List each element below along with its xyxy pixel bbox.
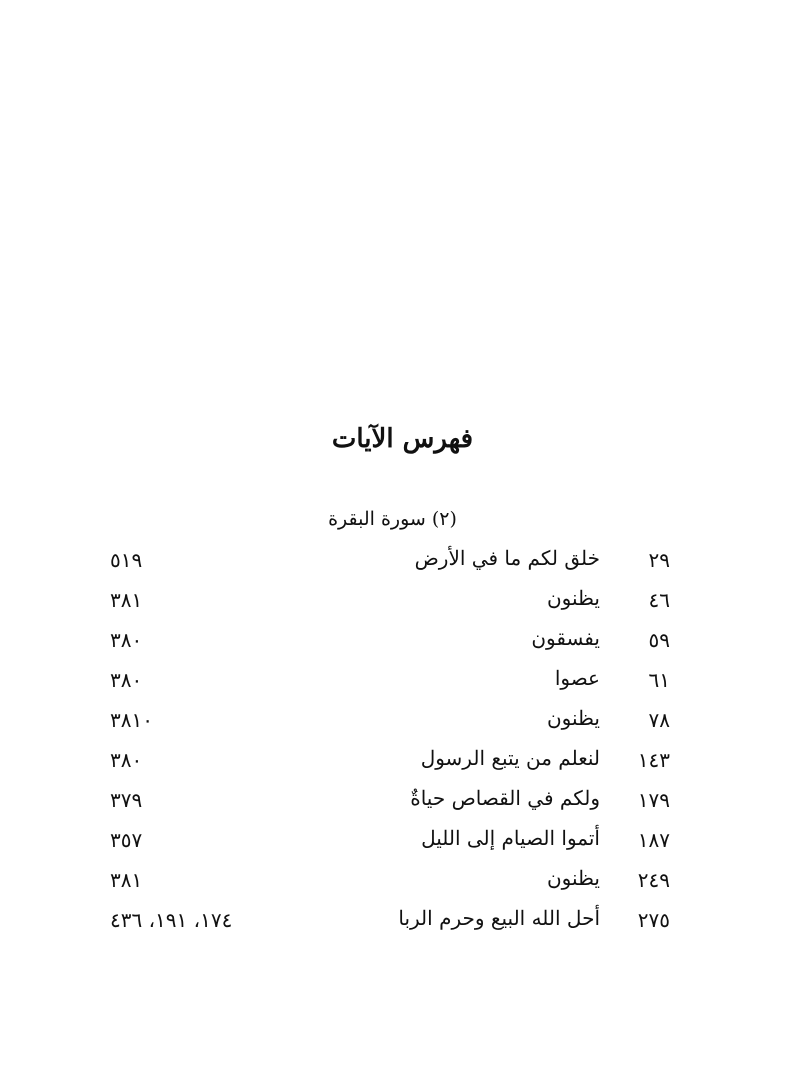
verse-number: ٢٧٥ <box>637 908 670 932</box>
verse-text: لنعلم من يتبع الرسول <box>420 746 600 770</box>
verse-text: يظنون <box>546 586 600 610</box>
index-row <box>100 620 670 660</box>
page-references: ٣٨١ <box>110 868 143 892</box>
page-references: ٣٨٠ <box>110 748 143 772</box>
verse-number: ٥٩ <box>648 628 670 652</box>
verse-number: ٧٨ <box>648 708 670 732</box>
page-references: ٣٨٠ <box>110 668 143 692</box>
verse-text: يظنون <box>546 706 600 730</box>
verse-number: ٢٩ <box>648 548 670 572</box>
page-references: ٣٨١ <box>110 588 143 612</box>
page-title: فهرس الآيات <box>331 424 474 454</box>
index-row <box>100 820 670 860</box>
verse-number: ١٧٩ <box>637 788 670 812</box>
index-row <box>100 700 670 740</box>
page-references: ٣٨١٠ <box>110 708 153 732</box>
index-row <box>100 900 670 940</box>
page-references: ٣٨٠ <box>110 628 143 652</box>
verse-text: عصوا <box>554 666 600 690</box>
index-row <box>100 580 670 620</box>
index-row <box>100 740 670 780</box>
page-references: ٥١٩ <box>110 548 143 572</box>
verse-number: ٢٤٩ <box>637 868 670 892</box>
verse-text: يظنون <box>546 866 600 890</box>
verse-text: يفسقون <box>531 626 600 650</box>
page-references: ٣٧٩ <box>110 788 143 812</box>
verse-text: أحل الله البيع وحرم الربا <box>398 906 600 930</box>
page-references: ١٧٤، ١٩١، ٤٣٦ <box>110 908 233 932</box>
surah-heading: (٢) سورة البقرة <box>328 508 457 530</box>
verse-number: ٤٦ <box>648 588 670 612</box>
verse-text: خلق لكم ما في الأرض <box>414 546 600 570</box>
index-row <box>100 540 670 580</box>
verse-number: ٦١ <box>648 668 670 692</box>
index-row <box>100 780 670 820</box>
index-row <box>100 860 670 900</box>
verse-text: ولكم في القصاص حياةٌ <box>410 786 600 810</box>
verse-index-list <box>100 540 670 940</box>
page-references: ٣٥٧ <box>110 828 143 852</box>
verse-number: ١٨٧ <box>637 828 670 852</box>
verse-number: ١٤٣ <box>637 748 670 772</box>
index-row <box>100 660 670 700</box>
verse-text: أتموا الصيام إلى الليل <box>421 826 600 850</box>
